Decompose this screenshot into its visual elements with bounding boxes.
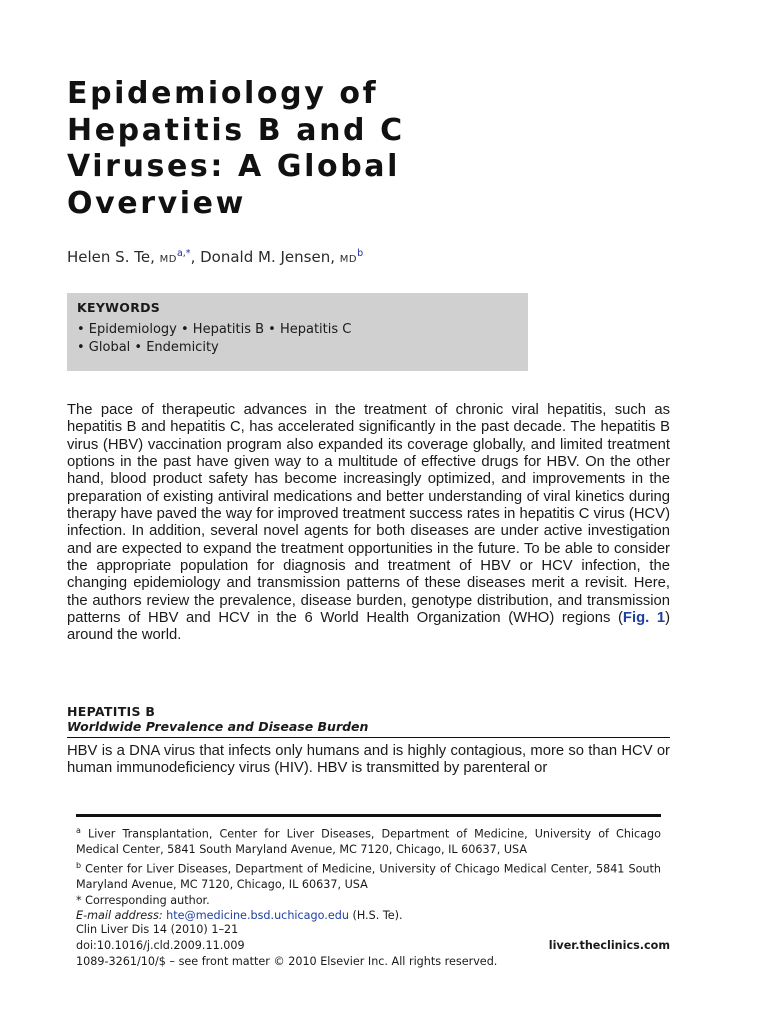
footnote-marker: b bbox=[76, 860, 82, 870]
footnote-b bbox=[76, 858, 661, 893]
footnotes bbox=[76, 823, 661, 924]
keywords-line: • Epidemiology • Hepatitis B • Hepatitis C bbox=[77, 322, 352, 337]
journal-doi[interactable]: doi:10.1016/j.cld.2009.11.009 bbox=[76, 939, 245, 952]
author-credential: MD bbox=[159, 254, 177, 265]
author-name: Helen S. Te, bbox=[67, 248, 155, 266]
section-heading: HEPATITIS B bbox=[67, 704, 156, 719]
author-separator: , bbox=[190, 248, 196, 266]
intro-text-end: ) around the world. bbox=[67, 610, 670, 644]
author-name: Donald M. Jensen, bbox=[200, 248, 335, 266]
footnote-a bbox=[76, 823, 661, 858]
journal-website-link[interactable]: liver.theclinics.com bbox=[548, 939, 670, 952]
footnote-text: Liver Transplantation, Center for Liver Diseases, Department of Medicine, University of Chicago Medical Center, 5841 South Maryland Avenue, MC 7120, Chicago, IL 60637, USA bbox=[76, 827, 661, 857]
intro-paragraph bbox=[67, 402, 670, 645]
corresponding-author-note: * Corresponding author. bbox=[76, 893, 210, 907]
keywords-line: • Global • Endemicity bbox=[77, 340, 219, 355]
email-label: E-mail address: bbox=[76, 909, 163, 923]
title-line: Viruses: A Global bbox=[67, 149, 401, 184]
journal-info bbox=[76, 922, 670, 970]
keywords-heading: KEYWORDS bbox=[77, 300, 161, 315]
keywords-box bbox=[67, 293, 528, 371]
author-affiliation-marker[interactable]: b bbox=[357, 248, 364, 259]
title-line: Epidemiology of bbox=[67, 76, 379, 111]
author-list bbox=[67, 248, 363, 266]
hbv-paragraph: HBV is a DNA virus that infects only humans and is highly contagious, more so than HCV or human immunodeficiency virus (HIV). HBV is transmitted by parenteral or bbox=[67, 743, 670, 777]
title-line: Hepatitis B and C bbox=[67, 112, 405, 148]
footnote-divider bbox=[76, 814, 661, 817]
journal-copyright: 1089-3261/10/$ – see front matter © 2010 Elsevier Inc. All rights reserved. bbox=[76, 955, 498, 968]
intro-text: The pace of therapeutic advances in the treatment of chronic viral hepatitis, such as hepatitis B and hepatitis C, has accelerated significantly in the past decade. The hepatitis B virus (HBV) vaccination program also expanded its coverage globally, and limited treatment options in the past have given way to a multitude of effective drugs for HBV. On the other hand, blood product safety has become increasingly optimized, and improvements in the preparation of existing antiviral medications and better understanding of viral kinetics during therapy have paved the way for improved treatment success rates in hepatitis C virus (HCV) infection. In addition, several novel agents for both diseases are under active investigation and are expected to expand the treatment opportunities in the future. To be able to consider the appropriate population for diagnosis and treatment of HBV or HCV infection, the changing epidemiology and transmission patterns of these diseases merit a revisit. Here, the authors review the prevalence, disease burden, genotype distribution, and transmission patterns of HBV and HCV in the 6 World Health Organization (WHO) regions ( bbox=[67, 402, 670, 627]
title-line: Overview bbox=[67, 185, 246, 221]
footnote-marker: a bbox=[76, 826, 81, 835]
footnote-text: Center for Liver Diseases, Department of Medicine, University of Chicago Medical Center, 5841 South Maryland Avenue, MC 7120, Chicago, IL 60637, USA bbox=[76, 862, 661, 892]
email-link[interactable]: hte@medicine.bsd.uchicago.edu bbox=[166, 909, 349, 923]
author-affiliation-marker[interactable]: a,* bbox=[176, 248, 191, 259]
author-credential: MD bbox=[339, 254, 358, 265]
article-title bbox=[67, 76, 405, 222]
email-suffix: (H.S. Te). bbox=[348, 909, 403, 923]
journal-citation: Clin Liver Dis 14 (2010) 1–21 bbox=[76, 923, 239, 936]
subsection-heading: Worldwide Prevalence and Disease Burden bbox=[67, 719, 670, 738]
figure-1-link[interactable]: Fig. 1 bbox=[622, 610, 666, 627]
